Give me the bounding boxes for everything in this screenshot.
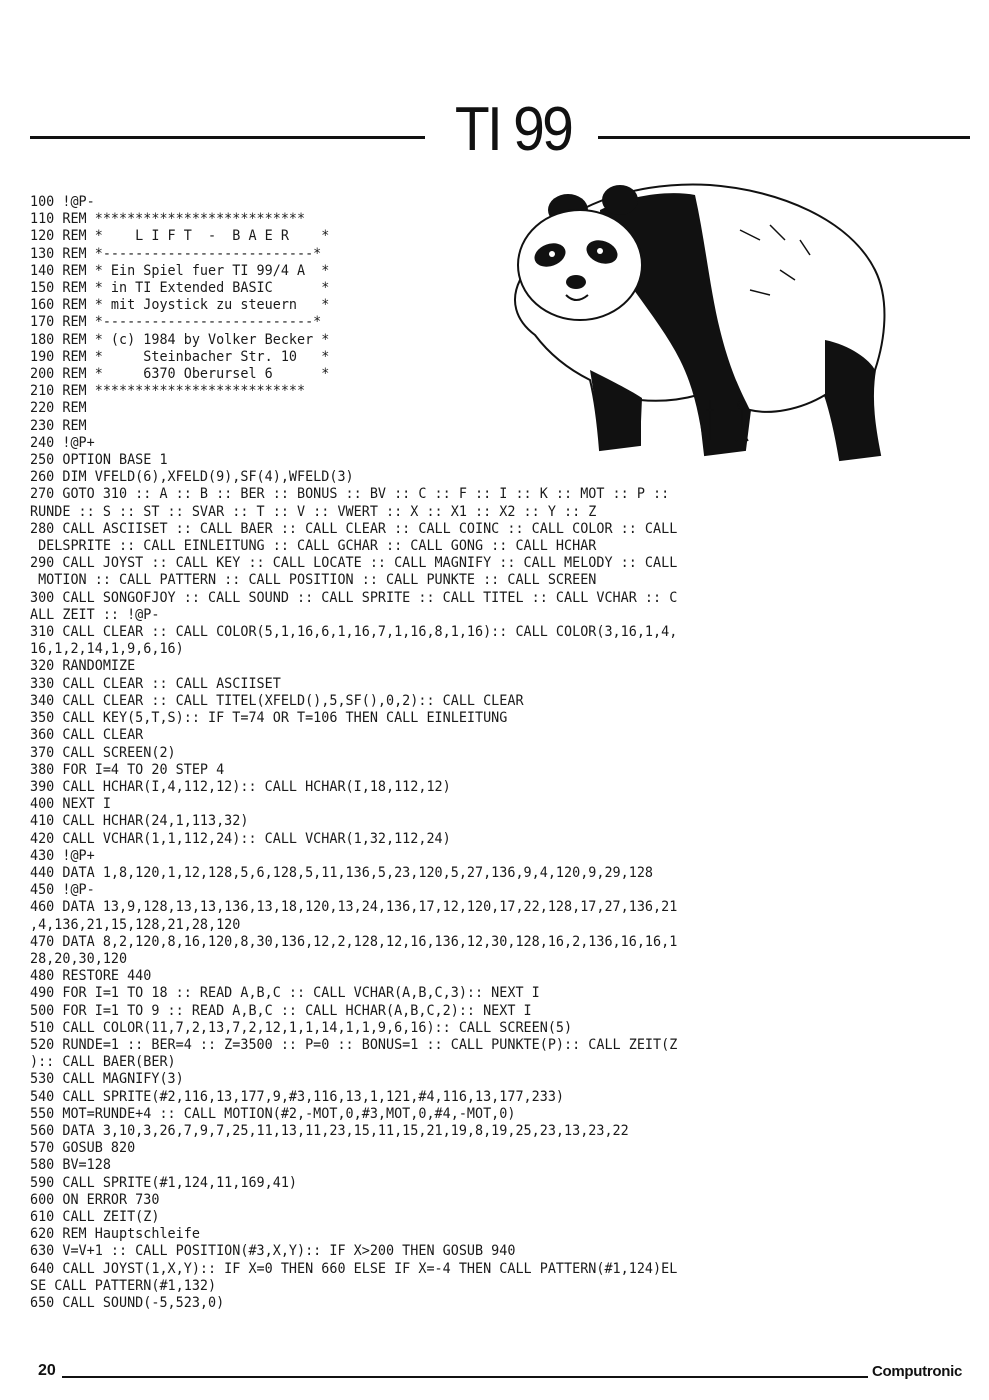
code-line: 110 REM ************************** xyxy=(30,211,306,228)
code-line: ):: CALL BAER(BER) xyxy=(30,1054,176,1071)
code-line: 350 CALL KEY(5,T,S):: IF T=74 OR T=106 THEN CALL EINLEITUNG xyxy=(30,710,508,727)
code-line: 510 CALL COLOR(11,7,2,13,7,2,12,1,1,14,1,1,9,6,16):: CALL SCREEN(5) xyxy=(30,1019,573,1036)
header-rule-right xyxy=(598,136,970,139)
page-number: 20 xyxy=(38,1362,56,1379)
code-line: ,4,136,21,15,128,21,28,120 xyxy=(30,916,241,933)
code-line: DELSPRITE :: CALL EINLEITUNG :: CALL GCHAR :: CALL GONG :: CALL HCHAR xyxy=(38,538,597,555)
code-line: 620 REM Hauptschleife xyxy=(30,1226,200,1243)
code-line: 430 !@P+ xyxy=(30,847,95,864)
code-line: MOTION :: CALL PATTERN :: CALL POSITION :: CALL PUNKTE :: CALL SCREEN xyxy=(38,572,597,589)
code-line: 580 BV=128 xyxy=(30,1157,111,1174)
header-rule-left xyxy=(30,136,425,139)
code-line: 410 CALL HCHAR(24,1,113,32) xyxy=(30,813,249,830)
code-line: 120 REM * L I F T - B A E R * xyxy=(30,228,330,245)
code-line: 190 REM * Steinbacher Str. 10 * xyxy=(30,348,330,365)
code-line: 170 REM *--------------------------* xyxy=(30,314,322,331)
code-line: 630 V=V+1 :: CALL POSITION(#3,X,Y):: IF X>200 THEN GOSUB 940 xyxy=(30,1243,516,1260)
code-line: 280 CALL ASCIISET :: CALL BAER :: CALL CLEAR :: CALL COINC :: CALL COLOR :: CALL xyxy=(30,520,678,537)
footer-rule xyxy=(62,1376,868,1378)
code-line: 180 REM * (c) 1984 by Volker Becker * xyxy=(30,331,330,348)
code-line: 240 !@P+ xyxy=(30,434,95,451)
publication-name: Computronic xyxy=(872,1363,963,1380)
code-line: 500 FOR I=1 TO 9 :: READ A,B,C :: CALL HCHAR(A,B,C,2):: NEXT I xyxy=(30,1002,532,1019)
code-line: 570 GOSUB 820 xyxy=(30,1140,136,1157)
code-line: 490 FOR I=1 TO 18 :: READ A,B,C :: CALL VCHAR(A,B,C,3):: NEXT I xyxy=(30,985,540,1002)
code-line: 400 NEXT I xyxy=(30,796,111,813)
code-line: 480 RESTORE 440 xyxy=(30,968,152,985)
code-line: 310 CALL CLEAR :: CALL COLOR(5,1,16,6,1,16,7,1,16,8,1,16):: CALL COLOR(3,16,1,4, xyxy=(30,624,678,641)
code-line: 270 GOTO 310 :: A :: B :: BER :: BONUS :: BV :: C :: F :: I :: K :: MOT :: P :: xyxy=(30,486,670,503)
code-line: 250 OPTION BASE 1 xyxy=(30,452,168,469)
code-line: 140 REM * Ein Spiel fuer TI 99/4 A * xyxy=(30,262,330,279)
code-line: SE CALL PATTERN(#1,132) xyxy=(30,1277,217,1294)
code-line: 590 CALL SPRITE(#1,124,11,169,41) xyxy=(30,1174,298,1191)
code-line: 610 CALL ZEIT(Z) xyxy=(30,1208,160,1225)
code-line: 230 REM xyxy=(30,417,87,434)
code-line: 200 REM * 6370 Oberursel 6 * xyxy=(30,366,330,383)
code-line: 160 REM * mit Joystick zu steuern * xyxy=(30,297,330,314)
code-line: 300 CALL SONGOFJOY :: CALL SOUND :: CALL SPRITE :: CALL TITEL :: CALL VCHAR :: C xyxy=(30,589,678,606)
code-line: 28,20,30,120 xyxy=(30,950,128,967)
code-line: 220 REM xyxy=(30,400,87,417)
code-line: 260 DIM VFELD(6),XFELD(9),SF(4),WFELD(3) xyxy=(30,469,354,486)
code-line: 330 CALL CLEAR :: CALL ASCIISET xyxy=(30,675,281,692)
code-line: 460 DATA 13,9,128,13,13,136,13,18,120,13,24,136,17,12,120,17,22,128,17,27,136,21 xyxy=(30,899,678,916)
code-line: 130 REM *--------------------------* xyxy=(30,245,322,262)
page-title: TI 99 xyxy=(454,95,572,164)
code-line: RUNDE :: S :: ST :: SVAR :: T :: V :: VWERT :: X :: X1 :: X2 :: Y :: Z xyxy=(30,503,597,520)
code-line: 360 CALL CLEAR xyxy=(30,727,144,744)
code-line: 420 CALL VCHAR(1,1,112,24):: CALL VCHAR(1,32,112,24) xyxy=(30,830,451,847)
code-line: 100 !@P- xyxy=(30,194,95,210)
code-line: 550 MOT=RUNDE+4 :: CALL MOTION(#2,-MOT,0,#3,MOT,0,#4,-MOT,0) xyxy=(30,1105,516,1122)
code-line: 440 DATA 1,8,120,1,12,128,5,6,128,5,11,136,5,23,120,5,27,136,9,4,120,9,29,128 xyxy=(30,864,654,881)
code-line: 380 FOR I=4 TO 20 STEP 4 xyxy=(30,761,225,778)
basic-program-listing xyxy=(30,194,838,1312)
code-line: 370 CALL SCREEN(2) xyxy=(30,744,176,761)
code-line: 320 RANDOMIZE xyxy=(30,658,136,675)
code-line: 520 RUNDE=1 :: BER=4 :: Z=3500 :: P=0 :: BONUS=1 :: CALL PUNKTE(P):: CALL ZEIT(Z xyxy=(30,1036,678,1053)
code-line: 210 REM ************************** xyxy=(30,383,306,400)
code-line: 450 !@P- xyxy=(30,882,95,899)
code-line: 150 REM * in TI Extended BASIC * xyxy=(30,280,330,297)
code-line: 16,1,2,14,1,9,6,16) xyxy=(30,641,184,658)
code-line: 470 DATA 8,2,120,8,16,120,8,30,136,12,2,128,12,16,136,12,30,128,16,2,136,16,16,1 xyxy=(30,933,678,950)
code-line: 560 DATA 3,10,3,26,7,9,7,25,11,13,11,23,15,11,15,21,19,8,19,25,23,13,23,22 xyxy=(30,1122,629,1139)
code-line: 340 CALL CLEAR :: CALL TITEL(XFELD(),5,SF(),0,2):: CALL CLEAR xyxy=(30,692,524,709)
code-line: ALL ZEIT :: !@P- xyxy=(30,606,160,623)
code-line: 390 CALL HCHAR(I,4,112,12):: CALL HCHAR(I,18,112,12) xyxy=(30,778,451,795)
code-line: 530 CALL MAGNIFY(3) xyxy=(30,1071,184,1088)
code-line: 540 CALL SPRITE(#2,116,13,177,9,#3,116,13,1,121,#4,116,13,177,233) xyxy=(30,1088,565,1105)
code-line: 650 CALL SOUND(-5,523,0) xyxy=(30,1295,225,1311)
code-line: 600 ON ERROR 730 xyxy=(30,1191,160,1208)
code-line: 290 CALL JOYST :: CALL KEY :: CALL LOCATE :: CALL MAGNIFY :: CALL MELODY :: CALL xyxy=(30,555,678,572)
code-line: 640 CALL JOYST(1,X,Y):: IF X=0 THEN 660 ELSE IF X=-4 THEN CALL PATTERN(#1,124)EL xyxy=(30,1260,678,1277)
